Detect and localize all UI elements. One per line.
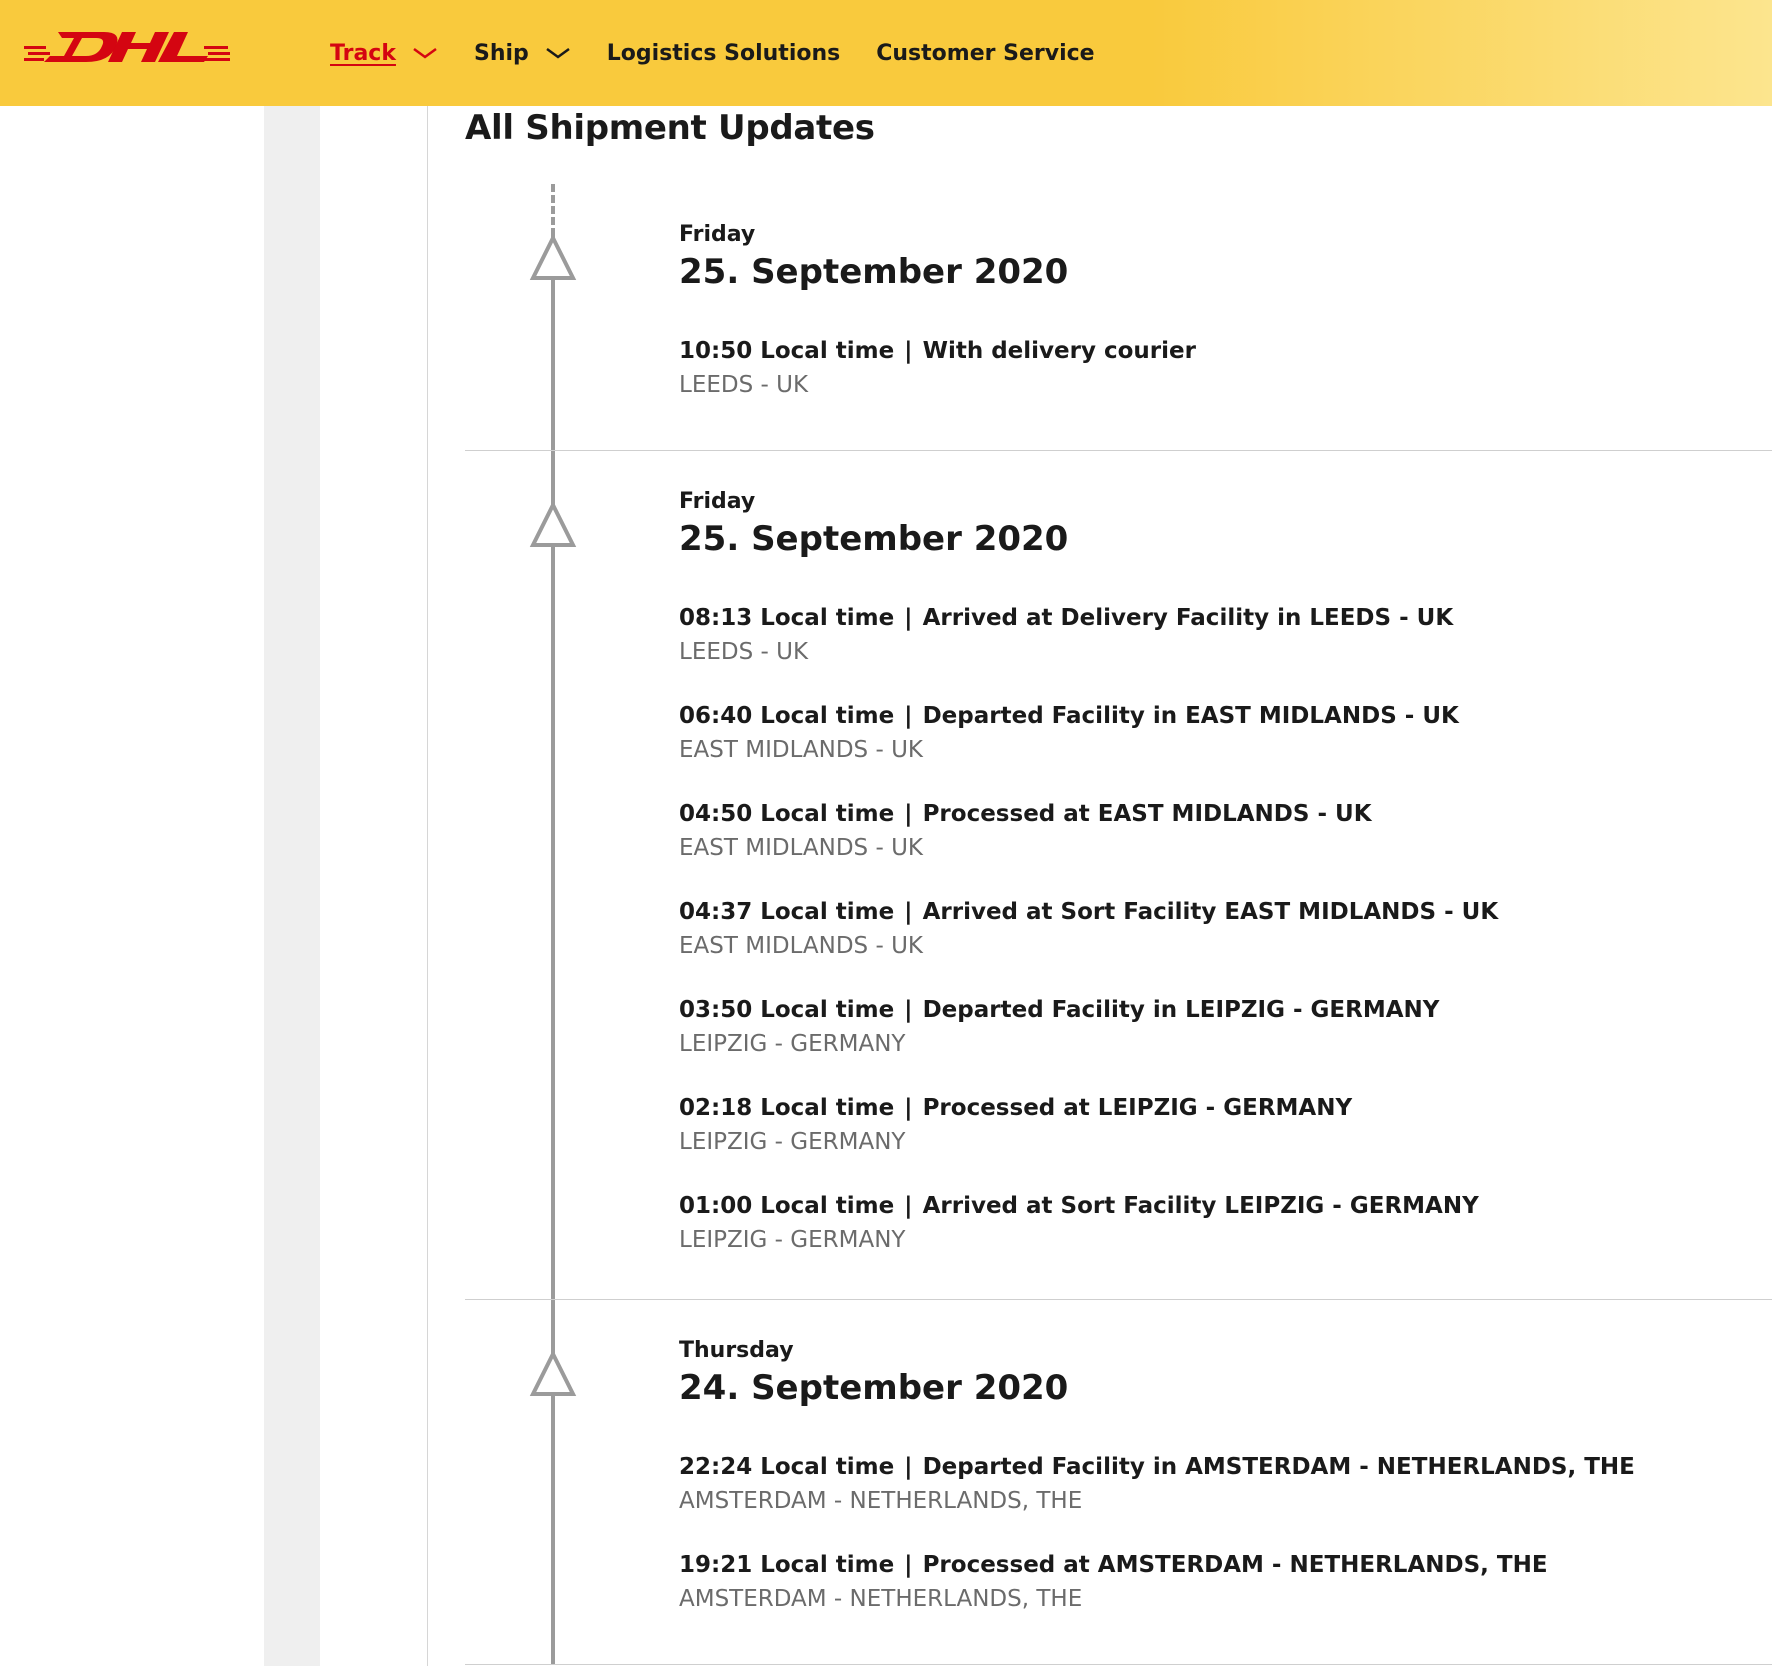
day-header xyxy=(465,1300,1772,1408)
event-separator: | xyxy=(904,997,913,1023)
event-location: AMSTERDAM - NETHERLANDS, THE xyxy=(679,1488,1083,1514)
event-location: AMSTERDAM - NETHERLANDS, THE xyxy=(679,1586,1083,1612)
event-description: Processed at AMSTERDAM - NETHERLANDS, THE xyxy=(922,1552,1548,1578)
event-time: 03:50 Local time xyxy=(679,997,895,1023)
event-location: LEEDS - UK xyxy=(679,639,809,665)
event-time: 06:40 Local time xyxy=(679,703,895,729)
event-time: 04:37 Local time xyxy=(679,899,895,925)
list-item xyxy=(465,995,1772,1059)
nav-item-label[interactable]: Track xyxy=(330,40,396,66)
nav-item-label[interactable]: Customer Service xyxy=(876,40,1095,66)
event-separator: | xyxy=(904,1552,913,1578)
main-nav xyxy=(330,0,1131,106)
nav-item-customer-service[interactable] xyxy=(876,41,1094,66)
nav-item-label[interactable]: Ship xyxy=(473,40,529,66)
day-date: 25. September 2020 xyxy=(679,519,1069,559)
event-location: EAST MIDLANDS - UK xyxy=(679,737,923,763)
day-header xyxy=(465,451,1772,559)
event-time: 19:21 Local time xyxy=(679,1552,895,1578)
event-title xyxy=(679,701,1772,731)
event-location: EAST MIDLANDS - UK xyxy=(679,835,923,861)
day-date: 24. September 2020 xyxy=(679,1368,1069,1408)
shipment-timeline xyxy=(465,180,1772,1665)
event-separator: | xyxy=(904,1454,913,1480)
timeline-line xyxy=(551,451,555,1299)
event-description: With delivery courier xyxy=(922,338,1196,364)
event-time: 08:13 Local time xyxy=(679,605,895,631)
nav-item-ship[interactable] xyxy=(474,41,571,66)
day-group xyxy=(465,180,1772,451)
event-time: 10:50 Local time xyxy=(679,338,895,364)
day-date: 25. September 2020 xyxy=(679,252,1069,292)
nav-item-logistics-solutions[interactable] xyxy=(607,41,840,66)
list-item xyxy=(465,1550,1772,1614)
event-description: Departed Facility in AMSTERDAM - NETHERLANDS, THE xyxy=(922,1454,1635,1480)
list-item xyxy=(465,336,1772,400)
event-description: Arrived at Sort Facility EAST MIDLANDS - UK xyxy=(922,899,1499,925)
event-title xyxy=(679,1550,1772,1580)
event-title xyxy=(679,1093,1772,1123)
chevron-down-icon[interactable] xyxy=(545,46,571,60)
nav-item-label[interactable]: Logistics Solutions xyxy=(606,40,841,66)
left-gutter xyxy=(264,106,320,1666)
event-location: LEEDS - UK xyxy=(679,372,809,398)
event-description: Processed at EAST MIDLANDS - UK xyxy=(922,801,1372,827)
event-description: Arrived at Sort Facility LEIPZIG - GERMANY xyxy=(922,1193,1479,1219)
triangle-marker-icon xyxy=(529,234,577,282)
event-description: Departed Facility in LEIPZIG - GERMANY xyxy=(922,997,1440,1023)
event-title xyxy=(679,995,1772,1025)
page-title: All Shipment Updates xyxy=(465,108,875,148)
day-weekday: Friday xyxy=(679,489,756,514)
event-title xyxy=(679,603,1772,633)
event-time: 22:24 Local time xyxy=(679,1454,895,1480)
event-title xyxy=(679,1191,1772,1221)
event-description: Processed at LEIPZIG - GERMANY xyxy=(922,1095,1353,1121)
site-header xyxy=(0,0,1772,106)
list-item xyxy=(465,897,1772,961)
list-item xyxy=(465,1452,1772,1516)
event-title xyxy=(679,336,1772,366)
day-weekday: Thursday xyxy=(679,1338,794,1363)
event-description: Departed Facility in EAST MIDLANDS - UK xyxy=(922,703,1459,729)
day-group xyxy=(465,451,1772,1300)
day-weekday: Friday xyxy=(679,222,756,247)
event-time: 01:00 Local time xyxy=(679,1193,895,1219)
event-separator: | xyxy=(904,1193,913,1219)
day-header xyxy=(465,180,1772,292)
nav-item-track[interactable] xyxy=(330,41,438,66)
event-separator: | xyxy=(904,703,913,729)
list-item xyxy=(465,799,1772,863)
event-location: LEIPZIG - GERMANY xyxy=(679,1129,906,1155)
event-time: 02:18 Local time xyxy=(679,1095,895,1121)
dhl-logo-icon[interactable] xyxy=(24,28,230,66)
event-separator: | xyxy=(904,1095,913,1121)
event-location: EAST MIDLANDS - UK xyxy=(679,933,923,959)
content-divider xyxy=(427,106,428,1666)
day-group xyxy=(465,1300,1772,1665)
event-title xyxy=(679,1452,1772,1482)
event-title xyxy=(679,897,1772,927)
event-time: 04:50 Local time xyxy=(679,801,895,827)
event-title xyxy=(679,799,1772,829)
list-item xyxy=(465,1191,1772,1255)
chevron-down-icon[interactable] xyxy=(412,46,438,60)
event-separator: | xyxy=(904,899,913,925)
triangle-marker-icon xyxy=(529,501,577,549)
event-separator: | xyxy=(904,801,913,827)
event-description: Arrived at Delivery Facility in LEEDS - UK xyxy=(922,605,1454,631)
triangle-marker-icon xyxy=(529,1350,577,1398)
event-location: LEIPZIG - GERMANY xyxy=(679,1227,906,1253)
event-location: LEIPZIG - GERMANY xyxy=(679,1031,906,1057)
event-separator: | xyxy=(904,605,913,631)
event-separator: | xyxy=(904,338,913,364)
list-item xyxy=(465,1093,1772,1157)
list-item xyxy=(465,701,1772,765)
list-item xyxy=(465,603,1772,667)
